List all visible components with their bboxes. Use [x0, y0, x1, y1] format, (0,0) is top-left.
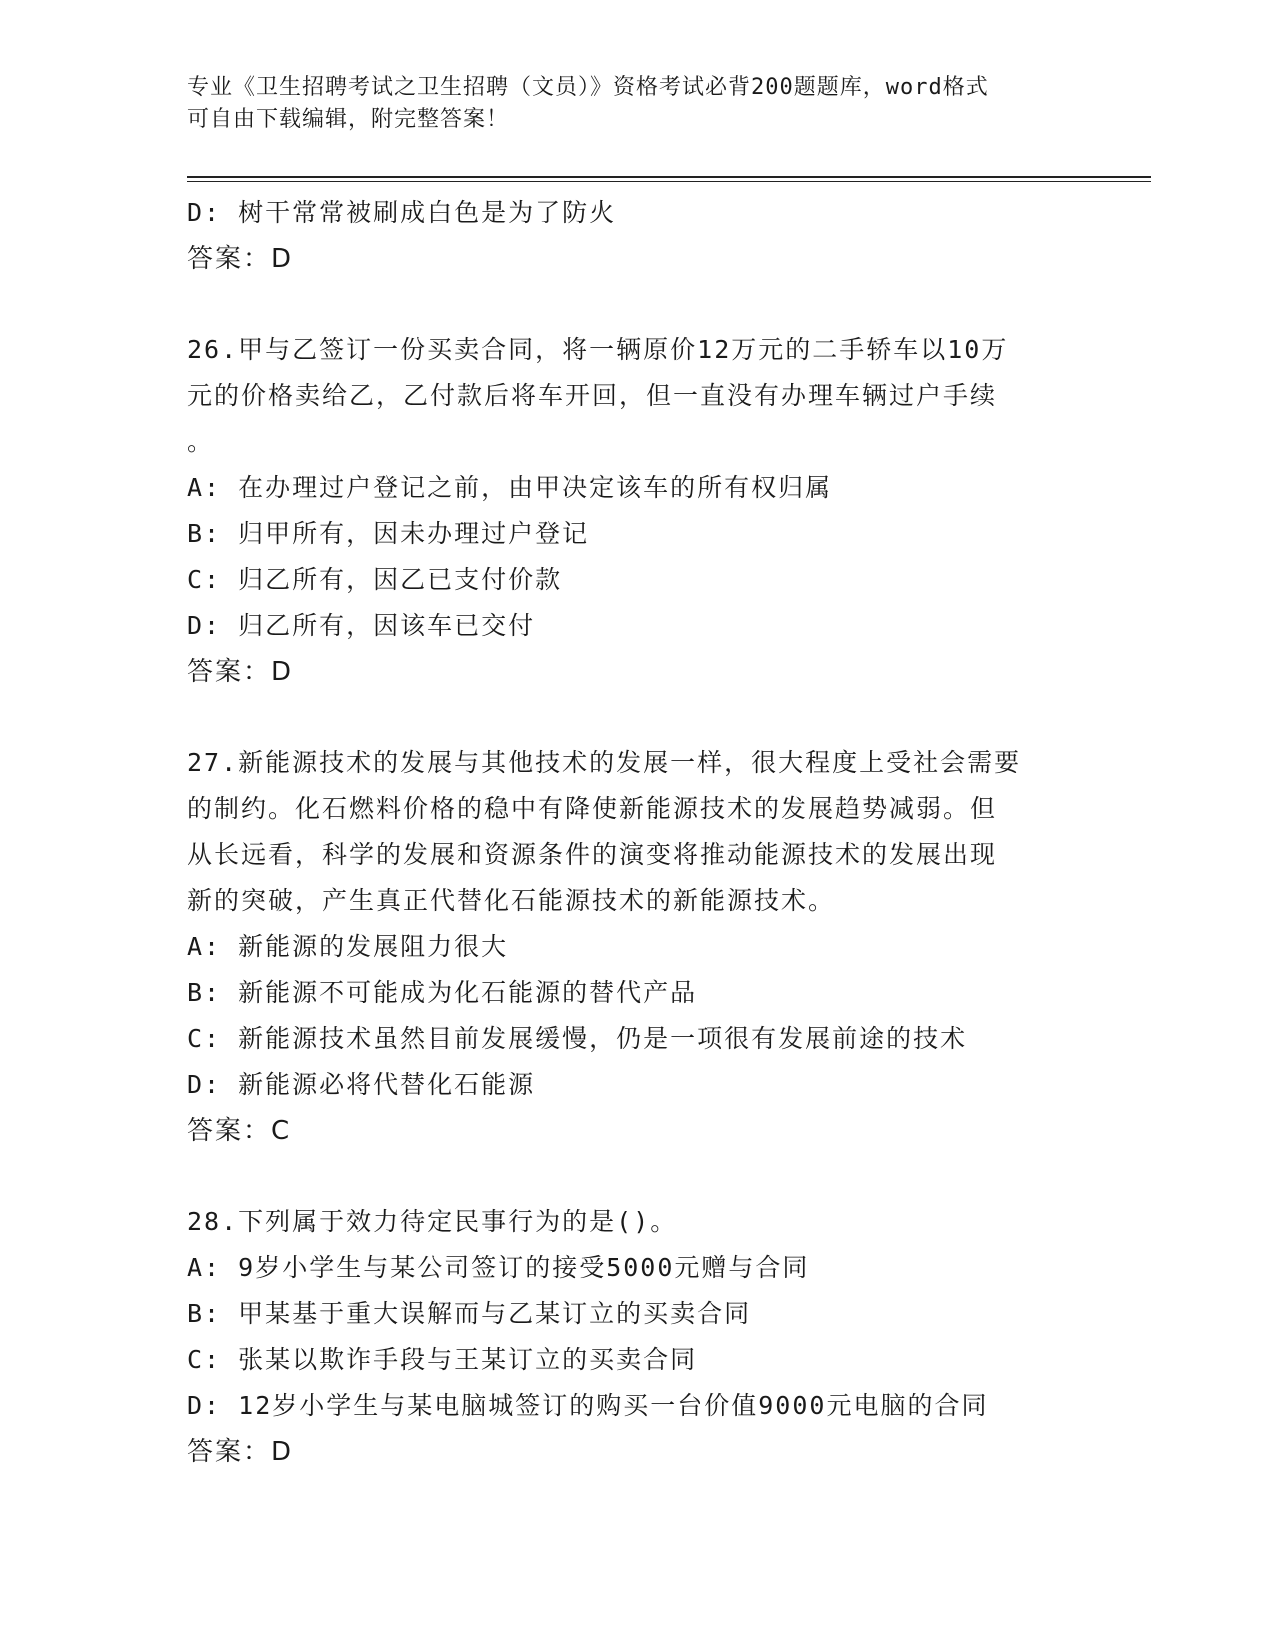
header-divider-thick	[187, 176, 1151, 178]
header-line-1: 专业《卫生招聘考试之卫生招聘（文员）》资格考试必背200题题库，word格式	[187, 75, 989, 100]
option-c: C: 归乙所有，因乙已支付价款	[187, 565, 563, 594]
option-a: A: 新能源的发展阻力很大	[187, 932, 509, 961]
question-27	[187, 740, 1087, 1154]
document-header	[187, 72, 1087, 136]
question-26	[187, 327, 1087, 695]
previous-question-tail	[187, 190, 1087, 282]
answer: 答案：D	[187, 244, 294, 274]
question-text-line: 元的价格卖给乙，乙付款后将车开回，但一直没有办理车辆过户手续	[187, 381, 998, 410]
option-a: A: 在办理过户登记之前，由甲决定该车的所有权归属	[187, 473, 833, 502]
question-text-line: 新的突破，产生真正代替化石能源技术的新能源技术。	[187, 886, 836, 915]
header-divider-thin	[187, 181, 1151, 182]
question-28	[187, 1199, 1087, 1475]
option-d: D: 新能源必将代替化石能源	[187, 1070, 536, 1099]
answer: 答案：D	[187, 1437, 294, 1467]
question-text-line: 。	[187, 427, 215, 456]
header-line-2: 可自由下载编辑，附完整答案！	[187, 107, 510, 132]
option-b: B: 归甲所有，因未办理过户登记	[187, 519, 590, 548]
question-text-line: 26.甲与乙签订一份买卖合同，将一辆原价12万元的二手轿车以10万	[187, 335, 1009, 364]
option-d: D: 归乙所有，因该车已交付	[187, 611, 536, 640]
answer: 答案：C	[187, 1116, 292, 1146]
option-c: C: 张某以欺诈手段与王某订立的买卖合同	[187, 1345, 698, 1374]
option-b: B: 甲某基于重大误解而与乙某订立的买卖合同	[187, 1299, 752, 1328]
question-content	[187, 190, 1087, 1475]
question-text-line: 的制约。化石燃料价格的稳中有降使新能源技术的发展趋势减弱。但	[187, 794, 998, 823]
option-d: D: 12岁小学生与某电脑城签订的购买一台价值9000元电脑的合同	[187, 1391, 989, 1420]
question-text-line: 28.下列属于效力待定民事行为的是()。	[187, 1207, 678, 1236]
option-d: D: 树干常常被刷成白色是为了防火	[187, 198, 617, 227]
answer: 答案：D	[187, 657, 294, 687]
question-text-line: 27.新能源技术的发展与其他技术的发展一样，很大程度上受社会需要	[187, 748, 1022, 777]
option-a: A: 9岁小学生与某公司签订的接受5000元赠与合同	[187, 1253, 810, 1282]
question-text-line: 从长远看，科学的发展和资源条件的演变将推动能源技术的发展出现	[187, 840, 998, 869]
option-c: C: 新能源技术虽然目前发展缓慢，仍是一项很有发展前途的技术	[187, 1024, 968, 1053]
option-b: B: 新能源不可能成为化石能源的替代产品	[187, 978, 698, 1007]
